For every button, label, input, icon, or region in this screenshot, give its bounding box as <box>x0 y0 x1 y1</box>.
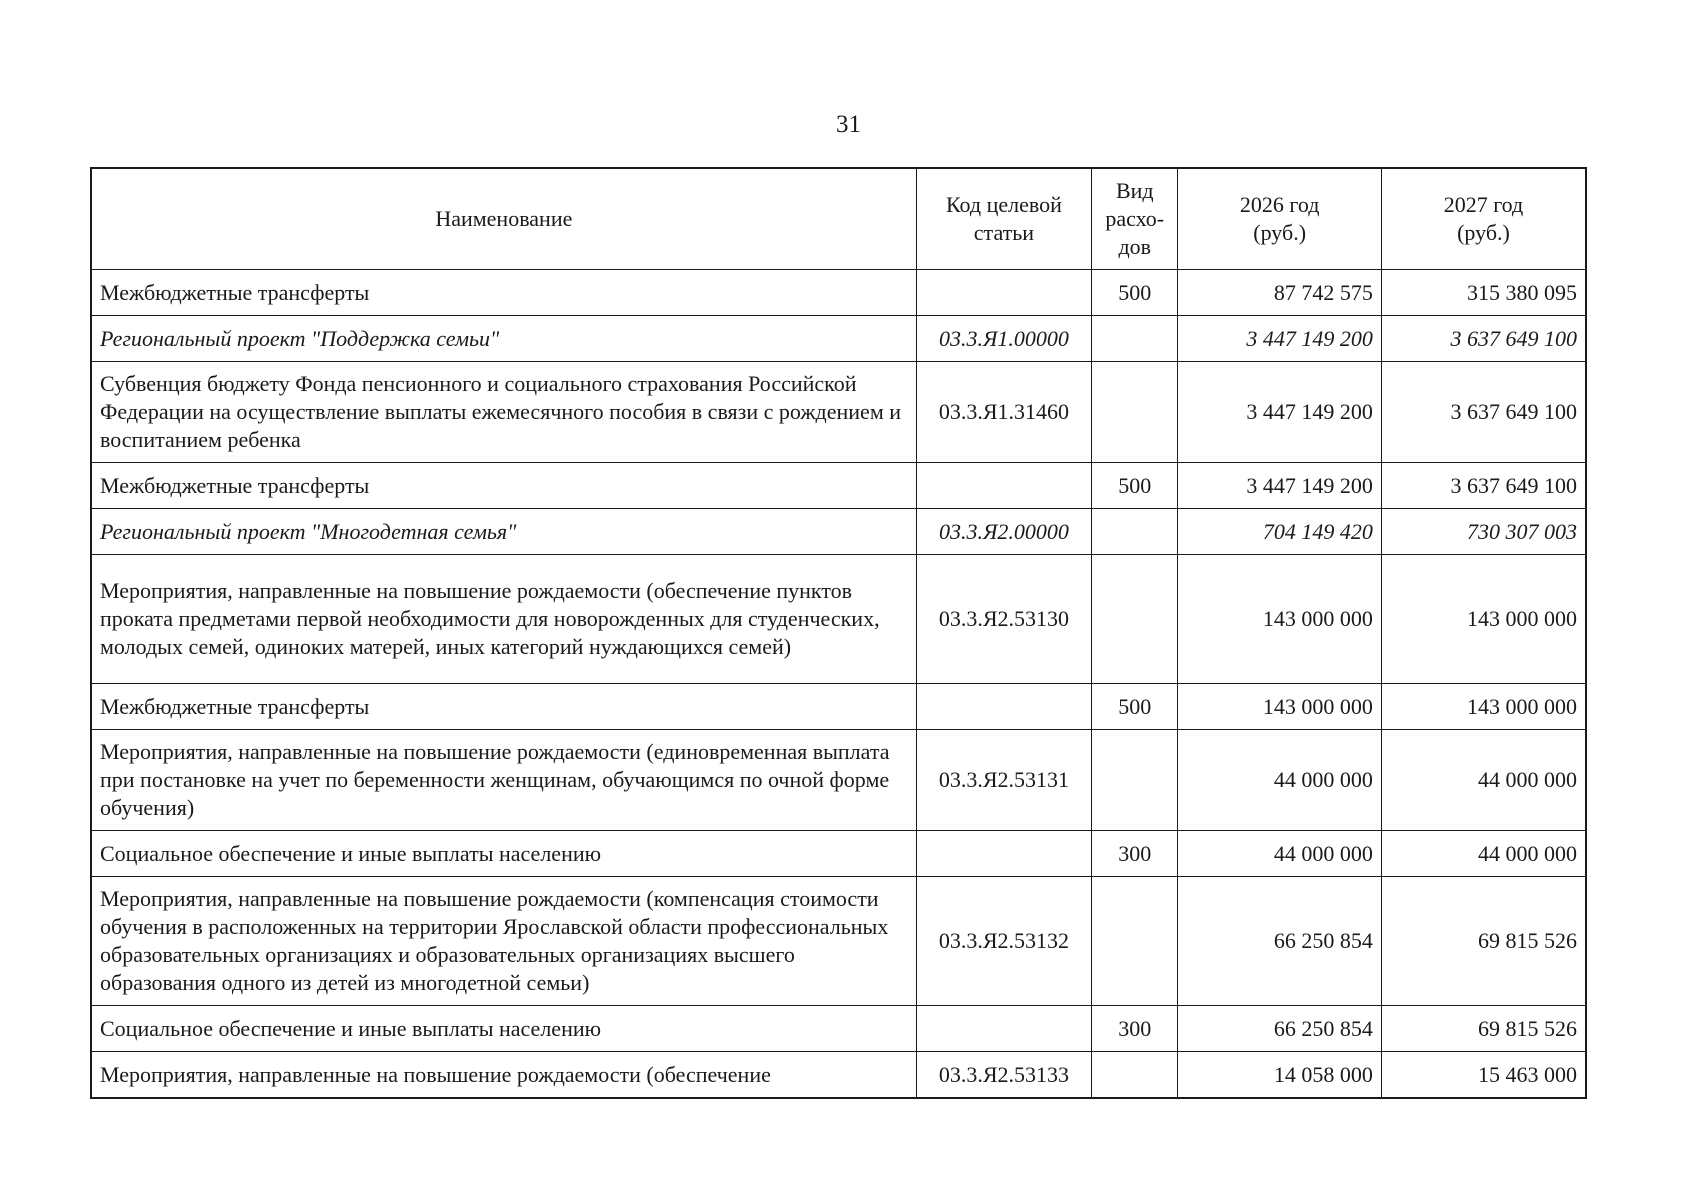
row-2026: 143 000 000 <box>1178 684 1382 730</box>
row-vid <box>1092 1052 1178 1099</box>
row-code: 03.3.Я2.00000 <box>916 509 1091 555</box>
table-row <box>91 270 1586 316</box>
header-vid-line3: дов <box>1118 234 1152 259</box>
row-vid: 500 <box>1092 684 1178 730</box>
page-number: 31 <box>836 111 861 138</box>
row-vid <box>1092 730 1178 831</box>
header-code <box>916 168 1091 270</box>
header-2026-line2: (руб.) <box>1253 220 1307 245</box>
row-2026: 44 000 000 <box>1178 730 1382 831</box>
row-code <box>916 463 1091 509</box>
row-2027: 143 000 000 <box>1381 555 1586 684</box>
row-name: Мероприятия, направленные на повышение рождаемости (обеспечение <box>91 1052 916 1099</box>
header-vid <box>1092 168 1178 270</box>
row-name: Мероприятия, направленные на повышение рождаемости (компенсация стоимости обучения в расположенных на территории Ярославской области профессиональных образовательных организациях и образовательных организациях высшего образования одного из детей из многодетной семьи) <box>91 877 916 1006</box>
row-name: Региональный проект "Поддержка семьи" <box>91 316 916 362</box>
header-vid-line1: Вид <box>1115 178 1154 203</box>
header-2027 <box>1381 168 1586 270</box>
row-name: Межбюджетные трансферты <box>91 270 916 316</box>
row-2026: 3 447 149 200 <box>1178 316 1382 362</box>
table-row <box>91 831 1586 877</box>
row-vid: 300 <box>1092 831 1178 877</box>
row-vid <box>1092 316 1178 362</box>
table-row <box>91 362 1586 463</box>
header-code-line2: статьи <box>973 220 1035 245</box>
table-header-row <box>91 168 1586 270</box>
row-vid: 500 <box>1092 270 1178 316</box>
row-vid: 300 <box>1092 1006 1178 1052</box>
header-2027-line1: 2027 год <box>1443 192 1524 217</box>
row-code: 03.3.Я2.53133 <box>916 1052 1091 1099</box>
header-2027-line2: (руб.) <box>1457 220 1510 245</box>
row-name: Региональный проект "Многодетная семья" <box>91 509 916 555</box>
row-name: Социальное обеспечение и иные выплаты населению <box>91 1006 916 1052</box>
row-code: 03.3.Я1.31460 <box>916 362 1091 463</box>
table-row <box>91 509 1586 555</box>
row-name: Мероприятия, направленные на повышение рождаемости (единовременная выплата при постановке на учет по беременности женщинам, обучающимся по очной форме обучения) <box>91 730 916 831</box>
row-code: 03.3.Я2.53130 <box>916 555 1091 684</box>
row-2027: 3 637 649 100 <box>1381 463 1586 509</box>
row-2026: 14 058 000 <box>1178 1052 1382 1099</box>
header-2026 <box>1178 168 1382 270</box>
budget-table <box>90 167 1587 1099</box>
header-name: Наименование <box>91 168 916 270</box>
row-vid <box>1092 877 1178 1006</box>
row-2027: 3 637 649 100 <box>1381 362 1586 463</box>
row-vid <box>1092 362 1178 463</box>
table-row <box>91 684 1586 730</box>
row-2027: 69 815 526 <box>1381 1006 1586 1052</box>
table-row <box>91 877 1586 1006</box>
row-code <box>916 684 1091 730</box>
table-row <box>91 1052 1586 1099</box>
table-row <box>91 1006 1586 1052</box>
row-2026: 143 000 000 <box>1178 555 1382 684</box>
row-code <box>916 1006 1091 1052</box>
table-row <box>91 555 1586 684</box>
row-2027: 44 000 000 <box>1381 730 1586 831</box>
table-row <box>91 316 1586 362</box>
header-2026-line1: 2026 год <box>1239 192 1320 217</box>
row-2026: 66 250 854 <box>1178 1006 1382 1052</box>
row-code: 03.3.Я1.00000 <box>916 316 1091 362</box>
row-2026: 704 149 420 <box>1178 509 1382 555</box>
table-row <box>91 730 1586 831</box>
header-vid-line2: расхо- <box>1105 206 1165 231</box>
row-2027: 315 380 095 <box>1381 270 1586 316</box>
row-vid <box>1092 555 1178 684</box>
table-row <box>91 463 1586 509</box>
row-2027: 44 000 000 <box>1381 831 1586 877</box>
row-name: Межбюджетные трансферты <box>91 463 916 509</box>
row-2027: 69 815 526 <box>1381 877 1586 1006</box>
row-2027: 15 463 000 <box>1381 1052 1586 1099</box>
row-vid <box>1092 509 1178 555</box>
row-2026: 44 000 000 <box>1178 831 1382 877</box>
row-2026: 87 742 575 <box>1178 270 1382 316</box>
row-code <box>916 270 1091 316</box>
row-name: Межбюджетные трансферты <box>91 684 916 730</box>
row-code <box>916 831 1091 877</box>
row-name: Социальное обеспечение и иные выплаты населению <box>91 831 916 877</box>
row-2027: 3 637 649 100 <box>1381 316 1586 362</box>
row-2026: 66 250 854 <box>1178 877 1382 1006</box>
row-name: Субвенция бюджету Фонда пенсионного и социального страхования Российской Федерации на осуществление выплаты ежемесячного пособия в связи с рождением и воспитанием ребенка <box>91 362 916 463</box>
header-code-line1: Код целевой <box>945 192 1062 217</box>
row-2026: 3 447 149 200 <box>1178 463 1382 509</box>
row-2027: 730 307 003 <box>1381 509 1586 555</box>
row-2027: 143 000 000 <box>1381 684 1586 730</box>
row-code: 03.3.Я2.53132 <box>916 877 1091 1006</box>
row-code: 03.3.Я2.53131 <box>916 730 1091 831</box>
row-2026: 3 447 149 200 <box>1178 362 1382 463</box>
row-vid: 500 <box>1092 463 1178 509</box>
row-name: Мероприятия, направленные на повышение рождаемости (обеспечение пунктов проката предметами первой необходимости для новорожденных для студенческих, молодых семей, одиноких матерей, иных категорий нуждающихся семей) <box>91 555 916 684</box>
